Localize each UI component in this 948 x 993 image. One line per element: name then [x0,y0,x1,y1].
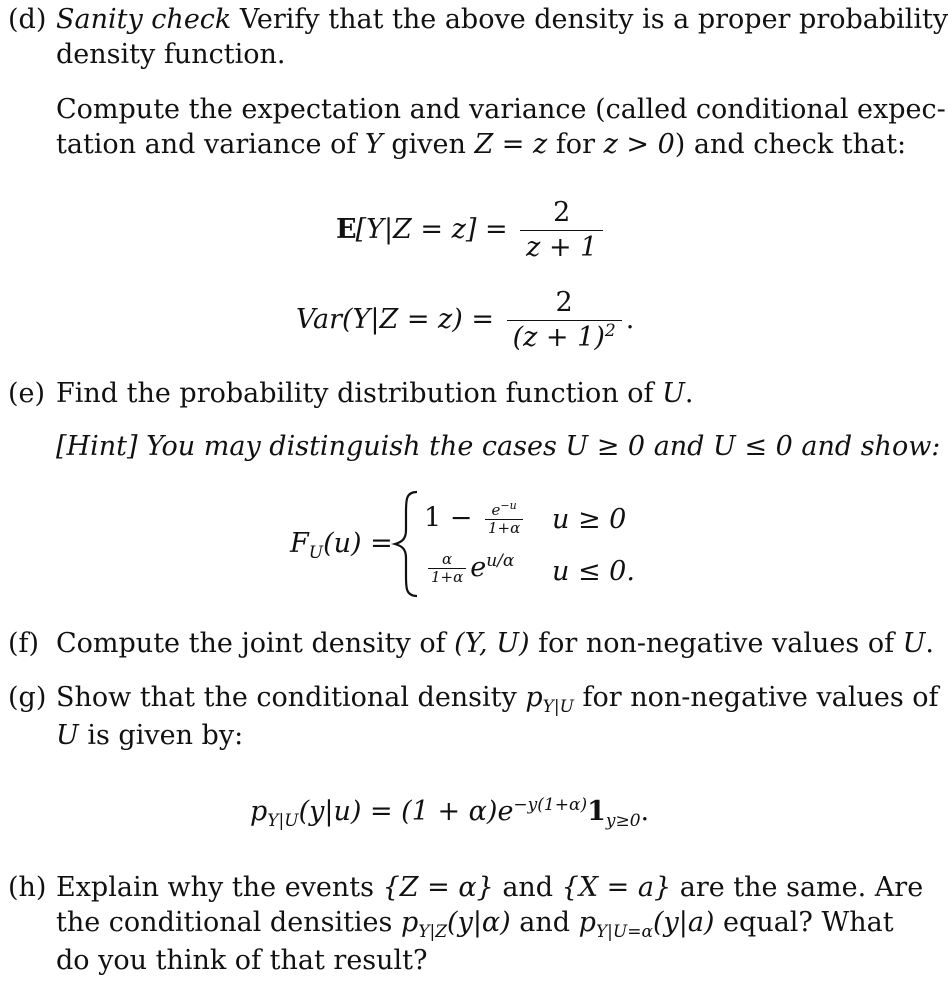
section-f-prefix: Compute the joint density of [56,628,455,659]
variance-numerator: 2 [507,286,622,321]
line-4-mid: given [382,129,475,161]
piecewise-case-1 [424,500,527,538]
section-h-line-3: do you think of that result? [56,945,428,977]
line-4-prefix: tation and variance of [56,129,365,161]
expectation-fraction [520,196,603,265]
conditional-density-equation [250,794,649,832]
indicator-subscript: y≥0 [605,811,641,831]
expectation-equation [336,196,607,265]
case-1-numerator-exponent: −u [500,499,517,512]
case-1-denominator: 1+α [487,519,521,538]
case-2-condition: u ≤ 0. [552,556,635,587]
case-2-fraction [428,551,466,587]
section-h-arg-1: (y|α) [447,907,511,939]
line-4-for: for [547,129,604,161]
section-h-label: (h) [8,872,47,903]
distribution-argument: (u) = [323,528,393,559]
section-d-text [56,2,948,72]
section-h-and: and [493,872,562,903]
section-h-p-2: p [578,907,596,939]
variance-left: Var(Y|Z = z) = [296,303,494,335]
section-f-text [56,626,935,661]
section-g-line-2 [56,718,864,753]
line-4-zgt: z > 0 [603,129,675,161]
cond-density-p: p [250,796,268,827]
line-4-y: Y [364,129,383,161]
section-h-line-2-suffix: equal? What [714,907,894,939]
section-h-prefix: Explain why the events [56,872,383,903]
section-g-text [56,680,939,753]
cond-density-arg: (y|u) = (1 + α)e [298,796,514,827]
case-1-condition: u ≥ 0 [552,504,627,535]
variance-equation [296,286,634,355]
section-d-paragraph-2-text [56,92,946,162]
cond-density-sub: Y|U [267,811,299,831]
section-f-line-1 [56,626,935,661]
distribution-f: F [290,528,309,559]
cond-density-exponent: −y(1+α) [513,795,588,815]
section-e-line-1-end: . [684,378,694,409]
case-2-denominator: 1+α [431,568,464,586]
section-d-line-4 [56,127,907,162]
section-d-line-1-rest: Verify that the above density is a proper probability [239,4,948,35]
case-2-exp-sup: u/α [486,551,515,571]
distribution-subscript: U [308,543,324,563]
section-e-text [56,376,941,464]
piecewise-function [286,488,646,600]
variance-end: . [625,303,635,335]
cond-density-end: . [640,796,650,827]
section-f-label: (f) [8,628,40,659]
hint-text: [Hint] You may distinguish the cases U ≥ 0 and U ≤ 0 and show: [56,431,941,463]
section-h-line-1 [56,870,924,905]
section-d-line-2: density function. [56,39,286,71]
left-brace-icon [390,488,424,600]
variance-denominator-base: (z + 1) [512,321,605,353]
section-g-label: (g) [8,682,47,713]
section-e-var: U [662,378,685,409]
section-e-line-1-prefix: Find the probability distribution function of [56,378,663,409]
section-h-line-2 [56,905,894,943]
section-g-line-2-rest: is given by: [78,720,244,752]
line-4-suffix: ) and check that: [674,129,907,161]
expectation-numerator: 2 [520,196,603,231]
section-g-suffix: for non-negative values of [573,682,939,713]
expectation-left: [Y|Z = z] = [355,213,508,245]
section-d-label: (d) [8,4,47,35]
variance-fraction [507,286,622,355]
section-g-p: p [525,682,543,713]
section-g-line-1 [56,680,939,718]
piecewise-case-2 [424,550,514,586]
section-e-line-1 [56,376,864,411]
case-1-fraction [485,500,523,538]
section-h-arg-2: (y|a) [652,907,715,939]
variance-denominator-exponent: 2 [604,320,616,341]
case-1-prefix: 1 − [424,502,473,534]
case-2-numerator: α [428,551,466,569]
section-h-set-1: {Z = α} [382,872,494,903]
case-2-exp-base: e [470,552,487,583]
line-4-cond: Z = z [474,129,548,161]
section-e-label: (e) [8,378,46,409]
section-f-pair: (Y, U) [454,628,530,659]
case-1-numerator-base: e [491,501,501,519]
section-h-sub-2: Y|U=α [595,922,653,943]
expectation-symbol: E [336,213,356,245]
variance-denominator [507,321,622,355]
sanity-check-title: Sanity check [56,4,232,35]
section-h-sub-1: Y|Z [418,922,448,943]
expectation-denominator: z + 1 [526,231,598,263]
indicator-symbol: 1 [587,796,606,827]
section-d-line-1 [56,2,948,37]
section-h-set-2: {X = a} [561,872,672,903]
section-d-line-3: Compute the expectation and variance (called conditional expec- [56,94,946,125]
case-1-numerator [485,500,523,520]
section-h-line-2-prefix: the conditional densities [56,907,401,939]
section-h-suffix: are the same. Are [671,872,924,903]
section-f-end: . [925,628,935,659]
section-h-p-1: p [400,907,419,939]
section-g-p-sub: Y|U [542,697,574,717]
section-h-text [56,870,924,978]
section-f-var: U [902,628,926,659]
section-f-mid: for non-negative values of [529,628,903,659]
section-g-line-2-var: U [56,720,79,752]
section-h-line-2-and: and [510,907,579,939]
section-g-prefix: Show that the conditional density [56,682,526,713]
